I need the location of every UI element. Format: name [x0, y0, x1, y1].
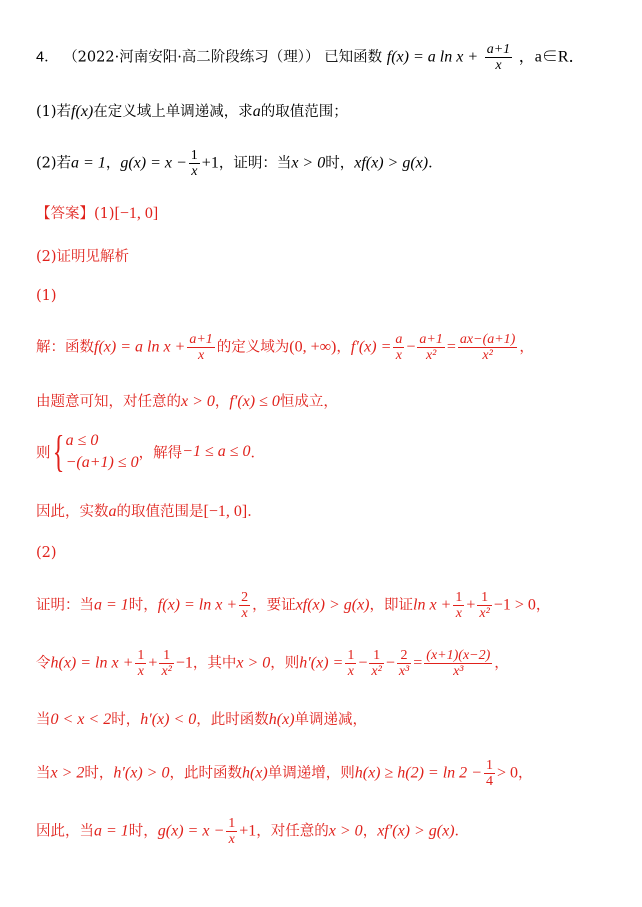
problem-domain: ，a∈R．	[518, 48, 585, 66]
p1-l1-prefix: 解：函数	[36, 339, 94, 356]
problem-fraction: $\frac{a+1}{x}$	[486, 42, 511, 73]
answer-line-1	[36, 202, 622, 223]
p1-l1-end: ，	[519, 339, 534, 356]
problem-lead: 已知函数	[324, 49, 383, 66]
answer-1-value: [−1, 0]	[114, 205, 159, 222]
p2-l4-fraction: $\frac{1}{4}$	[485, 758, 493, 789]
p2-l4-end: ，	[518, 765, 533, 782]
p1-l3-end: ．	[250, 445, 266, 462]
p1-l1-frac-b: $\frac{a+1}{\text{x²}}$	[419, 332, 443, 363]
p2-l1-ji: ，即证	[369, 597, 413, 614]
q2-g-end: +1	[201, 154, 219, 172]
answer-1-label: (1)	[94, 206, 115, 222]
p2-l5-sep: ，	[362, 823, 378, 840]
p2-l4-shi: 时，	[84, 765, 114, 782]
p2-l1-condition: a = 1	[94, 596, 129, 614]
p2-l2-frac-a: $\frac{1}{x}$	[137, 648, 145, 679]
p2-l1-shi: 时，	[128, 597, 158, 614]
p2-l1-prefix: 证明：当	[36, 597, 94, 614]
inequality-system	[66, 430, 139, 474]
p1-l3-result: −1 ≤ a ≤ 0	[182, 443, 251, 460]
p2-l5-condition-a: a = 1	[94, 822, 129, 840]
p2-l5-tail: +1	[239, 822, 257, 840]
p2-l1-tail: −1 > 0	[493, 596, 536, 614]
p2-l1-frac-b: $\frac{1}{\text{x²}}$	[479, 590, 490, 621]
p1-l2-sep: ，	[214, 394, 230, 410]
p2-l1-frac-a: $\frac{1}{x}$	[455, 590, 463, 621]
p1-l2-prefix: 由题意可知，对任意的	[36, 394, 181, 410]
p2-l5-prefix: 因此，当	[36, 823, 94, 840]
p2-l2-minus-1: −	[358, 654, 368, 672]
problem-line-1	[36, 42, 622, 73]
p2-l4-derivative: h′(x) > 0	[113, 764, 170, 782]
p2-l2-minus-2: −	[385, 654, 395, 672]
p1-l4-end: ．	[247, 504, 262, 520]
p2-l2-frac-f: $\frac{(x+1)(x-2)}{\text{x³}}$	[426, 648, 491, 679]
p2-l5-condition-x: x > 0	[328, 822, 363, 840]
q2-shi: 时，	[325, 155, 355, 172]
p2-l1-end: ，	[535, 597, 551, 614]
p1-l2-condition: x > 0	[181, 393, 215, 410]
q2-comma: ，	[105, 155, 121, 172]
p2-l2-text: ，其中	[192, 655, 237, 672]
q2-g-fraction: $\frac{1}{x}$	[190, 148, 198, 179]
p1-l3-text: ，解得	[138, 445, 183, 462]
p2-l1-plus: +	[466, 596, 476, 614]
part1-line-4	[36, 500, 622, 521]
p2-l5-g-function: g(x) = x −	[157, 822, 225, 840]
p2-l3-shi: 时，	[111, 712, 141, 728]
problem-number: 4．	[36, 49, 59, 66]
p2-l5-text: ，对任意的	[256, 823, 329, 840]
part2-line-4	[36, 758, 622, 789]
p2-l2-equals: =	[413, 654, 423, 672]
p2-l4-increasing: 单调递增，则	[267, 765, 355, 782]
part2-line-5	[36, 816, 622, 847]
p2-l1-inequality: xf(x) > g(x)	[295, 596, 370, 614]
p1-l1-equals: =	[446, 338, 456, 356]
p2-l4-h: h(x)	[241, 764, 268, 782]
q2-text: ，证明：当	[218, 155, 292, 172]
part1-line-2	[36, 390, 622, 411]
p2-l4-prefix: 当	[36, 765, 51, 782]
p1-l4-variable: a	[108, 503, 117, 520]
q2-condition-a: a = 1	[71, 154, 106, 172]
q2-dot: ．	[428, 155, 443, 172]
p2-l2-frac-c: $\frac{1}{x}$	[347, 648, 355, 679]
p2-l2-h-function: h(x) = ln x +	[50, 654, 134, 672]
p2-l3-text: ，此时函数	[196, 712, 269, 728]
p1-l1-sep: ，	[336, 339, 351, 356]
q1-text: 在定义域上单调递减，求	[93, 104, 253, 120]
q2-inequality: xf(x) > g(x)	[354, 154, 429, 172]
answer-2: (2)证明见解析	[36, 249, 130, 265]
p2-l1-fraction: $\frac{2}{x}$	[241, 590, 249, 621]
q2-prefix: (2)若	[36, 155, 72, 172]
p2-l2-frac-d: $\frac{1}{\text{x²}}$	[371, 648, 382, 679]
p1-l1-minus: −	[406, 338, 416, 356]
p1-l1-frac-c: $\frac{ax-(a+1)}{\text{x²}}$	[459, 332, 516, 363]
q2-g-function: g(x) = x −	[120, 154, 187, 172]
p1-l1-derivative: f′(x) =	[350, 338, 392, 356]
p2-l3-end: 单调递减，	[294, 712, 368, 728]
p2-l2-derivative: h′(x) =	[299, 654, 344, 672]
part2-line-3	[36, 708, 622, 729]
p2-l2-tail: −1	[175, 654, 193, 672]
p2-l1-expression: ln x +	[413, 596, 452, 614]
part1-line-1	[36, 332, 622, 363]
p1-l4-prefix: 因此，实数	[36, 504, 109, 520]
p2-l2-ze: ，则	[270, 655, 300, 672]
q2-condition-x: x > 0	[291, 154, 326, 172]
p2-l4-tail: > 0	[496, 764, 518, 782]
part2-line-2	[36, 648, 622, 679]
part2-label: (2)	[36, 545, 57, 561]
p2-l5-end: ．	[454, 823, 470, 840]
p1-l1-domain: (0, +∞)	[289, 338, 337, 356]
p2-l5-inequality: xf′(x) > g(x)	[377, 822, 455, 840]
system-row-2: −(a+1) ≤ 0	[65, 454, 139, 471]
p2-l5-shi: 时，	[128, 823, 158, 840]
q1-prefix: (1)若	[36, 104, 72, 120]
p1-l4-text: 的取值范围是	[116, 504, 204, 520]
q1-variable: a	[252, 103, 261, 120]
answer-tag: 【答案】	[36, 206, 94, 222]
p2-l3-condition: 0 < x < 2	[50, 711, 112, 728]
p1-l2-inequality: f′(x) ≤ 0	[229, 393, 280, 410]
p2-l2-frac-b: $\frac{1}{\text{x²}}$	[161, 648, 172, 679]
p2-l2-frac-e: $\frac{2}{\text{x³}}$	[398, 648, 410, 679]
question-1	[36, 100, 622, 121]
p2-l3-prefix: 当	[36, 712, 51, 728]
p1-l2-end: 恒成立，	[279, 394, 338, 410]
part1-label: (1)	[36, 288, 57, 304]
system-row-1: a ≤ 0	[65, 432, 99, 449]
p2-l5-fraction: $\frac{1}{x}$	[228, 816, 236, 847]
problem-source: （2022·河南安阳·高二阶段练习（理））	[63, 49, 320, 66]
problem-function: f(x) = a ln x +	[386, 48, 479, 66]
p2-l1-text: ，要证	[252, 597, 296, 614]
q1-function: f(x)	[71, 103, 94, 120]
q1-end: 的取值范围；	[260, 104, 348, 120]
question-2	[36, 148, 622, 179]
p2-l4-condition: x > 2	[50, 764, 85, 782]
p2-l2-end: ，	[494, 655, 509, 672]
p2-l4-text: ，此时函数	[169, 765, 242, 782]
p2-l2-condition: x > 0	[236, 654, 271, 672]
p1-l1-text: 的定义域为	[216, 339, 290, 356]
p2-l1-function: f(x) = ln x +	[157, 596, 238, 614]
part1-line-3	[36, 427, 622, 476]
p2-l4-inequality: h(x) ≥ h(2) = ln 2 −	[354, 764, 482, 782]
part2-line-1	[36, 590, 622, 621]
p1-l4-value: [−1, 0]	[203, 503, 248, 520]
p2-l2-plus: +	[148, 654, 158, 672]
p1-l3-prefix: 则	[36, 445, 51, 462]
p2-l3-h: h(x)	[268, 711, 295, 728]
p2-l3-derivative: h′(x) < 0	[140, 711, 197, 728]
p1-l1-frac-a: $\frac{a}{x}$	[395, 332, 403, 363]
p2-l2-prefix: 令	[36, 655, 51, 672]
p1-l1-fraction: $\frac{a+1}{x}$	[189, 332, 213, 363]
system-brace: {	[52, 427, 64, 476]
p1-l1-function: f(x) = a ln x +	[94, 338, 186, 356]
